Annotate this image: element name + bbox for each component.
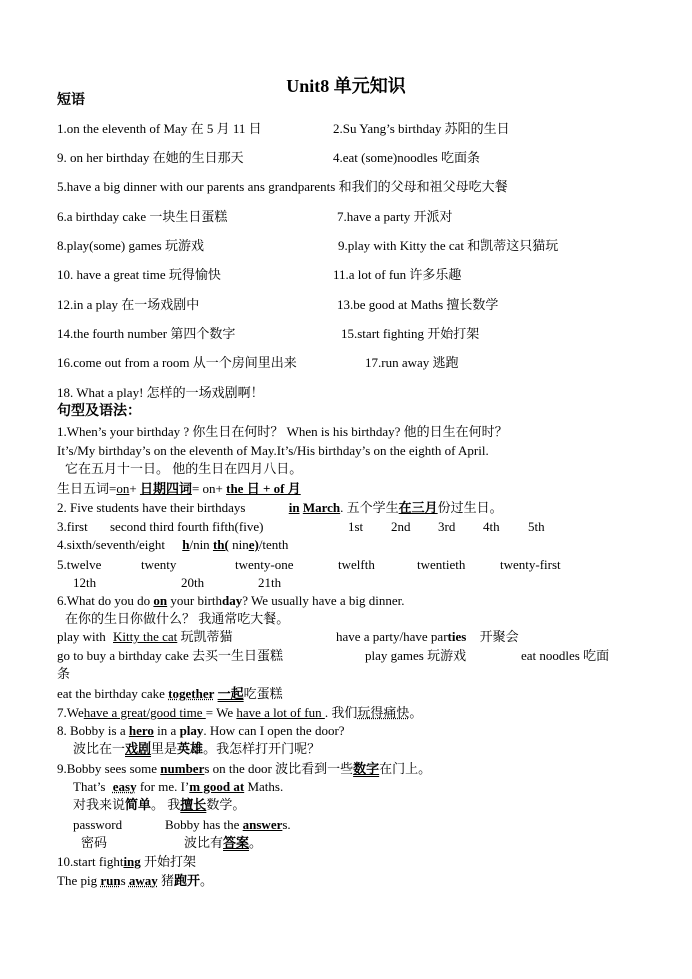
text: 对我来说 (73, 797, 126, 812)
text: 波比有 (184, 835, 224, 850)
phrase-item: 2.Su Yang’s birthday 苏阳的生日 (333, 121, 510, 136)
text: day (222, 593, 243, 608)
text: s on the door 波比看到一些 (204, 761, 354, 776)
text: 。 (249, 835, 263, 850)
phrase-item: 6.a birthday cake 一块生日蛋糕 (57, 209, 228, 224)
grammar-line (57, 723, 345, 739)
text: Maths. (244, 779, 284, 794)
underlined-text: on (153, 593, 168, 608)
underlined-text: March (302, 500, 341, 515)
underlined-text: ing (123, 854, 141, 869)
text: 4th (483, 519, 500, 534)
text: 10.start fight (57, 854, 124, 869)
grammar-line (73, 797, 245, 813)
text: play (179, 723, 204, 738)
underlined-text: 玩得痛快 (357, 705, 410, 720)
phrase-item: 4.eat (some)noodles 吃面条 (333, 150, 480, 165)
underlined-text: m good at (189, 779, 245, 794)
grammar-line (57, 761, 431, 777)
text: + (129, 481, 137, 496)
text: 。 我 (151, 797, 181, 812)
underlined-text: 在三月 (398, 500, 438, 515)
underlined-text: 日期四词 (139, 481, 192, 496)
text: eat the birthday cake (57, 686, 165, 701)
text: 数学。 (206, 797, 246, 812)
text: 20th (181, 575, 205, 590)
grammar-line: play games 玩游戏 (365, 648, 467, 663)
underlined-text: on (116, 481, 130, 496)
text: 12th (73, 575, 97, 590)
grammar-line (184, 835, 262, 851)
grammar-line (57, 593, 405, 609)
text: . 五个学生 (340, 500, 399, 515)
phrase-item: 9.play with Kitty the cat 和凯蒂这只猫玩 (338, 238, 559, 253)
grammar-line (73, 779, 283, 795)
text: The pig (57, 873, 98, 888)
text: 6.What do you do (57, 593, 151, 608)
grammar-line (57, 500, 503, 516)
text: 玩凯蒂猫 (177, 629, 233, 644)
phrase-item: 8.play(some) games 玩游戏 (57, 238, 204, 253)
phrase-item: 5.have a big dinner with our parents ans grandparents 和我们的父母和祖父母吃大餐 (57, 179, 508, 194)
text: Bobby has the (165, 817, 240, 832)
text: 9.Bobby sees some (57, 761, 158, 776)
grammar-line: 在你的生日你做什么？ 我通常吃大餐。 (65, 611, 290, 626)
underlined-text: 一起 (217, 686, 244, 701)
text: s. (282, 817, 291, 832)
underlined-text: 擅长 (180, 797, 207, 812)
text: 2. Five students have their birthdays (57, 500, 246, 515)
phrase-item: 13.be good at Maths 擅长数学 (337, 297, 499, 312)
text: 5.twelve (57, 557, 102, 572)
grammar-line: eat noodles 吃面 (521, 648, 610, 663)
text: 波比在一 (73, 741, 126, 756)
text: your birth (170, 593, 223, 608)
text: nin (228, 537, 249, 552)
text: 跑开 (174, 873, 201, 888)
text: /tenth (258, 537, 289, 552)
text: 4.sixth/seventh/eight (57, 537, 165, 552)
underlined-text: 数字 (353, 761, 380, 776)
text: . 我们 (324, 705, 358, 720)
text: 生日五词= (57, 481, 117, 496)
underlined-text: away (128, 873, 158, 888)
text: in a (157, 723, 177, 738)
text: twenty (141, 557, 177, 572)
section-heading-grammar: 句型及语法： (57, 404, 141, 419)
text: twenty-one (235, 557, 294, 572)
phrase-item: 15.start fighting 开始打架 (341, 326, 480, 341)
text: 里是 (151, 741, 178, 756)
underlined-text: have a great/good time (83, 705, 206, 720)
phrase-item: 16.come out from a room 从一个房间里出来 (57, 355, 297, 370)
underlined-text: hero (128, 723, 154, 738)
text: 。 (409, 705, 423, 720)
text: 3.first (57, 519, 88, 534)
text: . How can I open the door? (203, 723, 345, 738)
underlined-text: run (100, 873, 121, 888)
grammar-line: It’s/My birthday’s on the eleventh of May.It’s/His birthday’s on the eighth of April. (57, 443, 489, 458)
phrase-item: 11.a lot of fun 许多乐趣 (333, 267, 462, 282)
grammar-line (57, 854, 196, 870)
text: 开聚会 (479, 629, 519, 644)
text: 在门上。 (379, 761, 432, 776)
text: 5th (528, 519, 545, 534)
text: 8. Bobby is a (57, 723, 126, 738)
text: ? We usually have a big dinner. (242, 593, 405, 608)
grammar-line: 密码 (81, 835, 108, 850)
grammar-line: password (73, 817, 123, 832)
text: = on+ (191, 481, 223, 496)
grammar-line: 条 (57, 666, 71, 681)
grammar-line (57, 873, 213, 889)
text: have a party/have par (336, 629, 448, 644)
section-heading-phrases: 短语 (57, 93, 85, 108)
text: twentieth (417, 557, 466, 572)
grammar-line: 它在五月十一日。 他的生日在四月八日。 (65, 461, 303, 476)
underlined-text: in (288, 500, 300, 515)
grammar-line (57, 705, 422, 721)
text: ties (447, 629, 467, 644)
phrase-item: 17.run away 逃跑 (365, 355, 459, 370)
text: 21th (258, 575, 282, 590)
text: for me. I’ (139, 779, 190, 794)
underlined-text: the 日 + of 月 (226, 481, 301, 496)
phrase-item: 1.on the eleventh of May 在 5 月 11 日 (57, 121, 262, 136)
grammar-line: 1.When’s your birthday ? 你生日在何时？ When is his birthday? 他的日生在何时？ (57, 424, 508, 439)
text: 。 (200, 873, 214, 888)
phrase-item: 18. What a play! 怎样的一场戏剧啊！ (57, 385, 264, 400)
text: 1st (348, 519, 364, 534)
text: second third fourth fifth(five) (110, 519, 264, 534)
grammar-line (57, 481, 301, 497)
underlined-text: e) (248, 537, 259, 552)
phrase-item: 12.in a play 在一场戏剧中 (57, 297, 200, 312)
underlined-text: together (168, 686, 215, 701)
grammar-line: go to buy a birthday cake 去买一生日蛋糕 (57, 648, 284, 663)
grammar-line (57, 629, 233, 645)
underlined-text: th( (212, 537, 229, 552)
phrase-item: 14.the fourth number 第四个数字 (57, 326, 236, 341)
text: twenty-first (500, 557, 561, 572)
text: 份过生日。 (437, 500, 503, 515)
text: s (120, 873, 126, 888)
text: 7.We (57, 705, 84, 720)
grammar-line (73, 741, 320, 757)
phrase-item: 7.have a party 开派对 (337, 209, 453, 224)
page-title: Unit8 单元知识 (286, 76, 406, 96)
text: twelfth (338, 557, 375, 572)
underlined-text: 答案 (223, 835, 250, 850)
underlined-text: Kitty the cat (113, 629, 178, 644)
grammar-line (57, 686, 283, 702)
text: 简单 (125, 797, 152, 812)
underlined-text: 戏剧 (125, 741, 152, 756)
text: 2nd (391, 519, 411, 534)
phrase-item: 9. on her birthday 在她的生日那天 (57, 150, 244, 165)
text: = We (205, 705, 234, 720)
text: /nin (189, 537, 210, 552)
text: 英雄 (177, 741, 204, 756)
underlined-text: answer (242, 817, 283, 832)
grammar-line (165, 817, 291, 833)
text: play with (57, 629, 106, 644)
text: 吃蛋糕 (243, 686, 283, 701)
underlined-text: number (160, 761, 205, 776)
underlined-text: h (182, 537, 190, 552)
text: 3rd (438, 519, 456, 534)
underlined-text: have a lot of fun (236, 705, 325, 720)
phrase-item: 10. have a great time 玩得愉快 (57, 267, 221, 282)
text: 。我怎样打开门呢？ (203, 741, 321, 756)
text: That’s (73, 779, 106, 794)
grammar-line (57, 537, 288, 553)
text: 开始打架 (140, 854, 197, 869)
underlined-text: easy (112, 779, 137, 794)
grammar-line (336, 629, 519, 645)
text: 猪 (157, 873, 175, 888)
